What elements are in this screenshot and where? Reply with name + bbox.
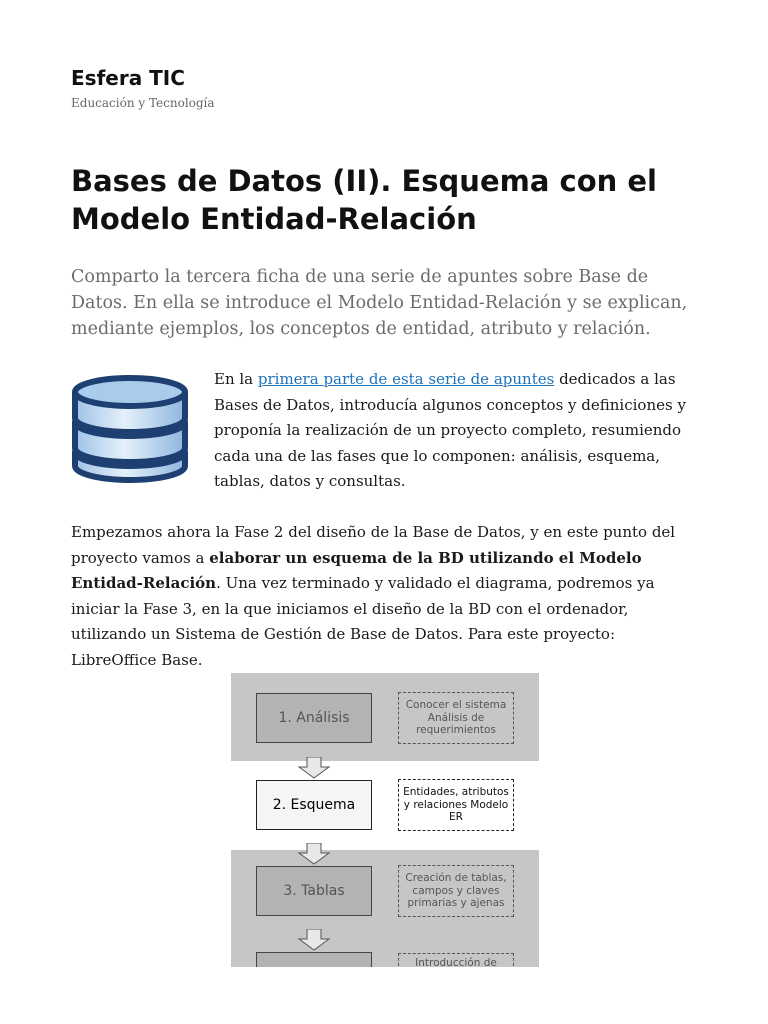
intro-paragraph: En la primera parte de esta serie de apuntes dedicados a las Bases de Datos, introducía algunos conceptos y definiciones y proponía la realización de un proyecto completo, resumiendo cada una de las fases que lo componen: análisis, esquema, tablas, datos y consultas. bbox=[214, 370, 686, 490]
phases-diagram bbox=[231, 673, 539, 967]
body-paragraph: Empezamos ahora la Fase 2 del diseño de la Base de Datos, y en este punto del proyecto vamos a elaborar un esquema de la BD utilizando el Modelo Entidad-Relación. Una vez terminado y validado el diagrama, podremos ya iniciar la Fase 3, en la que iniciamos el diseño de la BD con el ordenador, utilizando un Sistema de Gestión de Base de Datos. Para este proyecto: LibreOffice Base. bbox=[71, 523, 676, 669]
arrow-down-icon bbox=[297, 843, 331, 865]
series-part-one-link[interactable]: primera parte de esta serie de apuntes bbox=[257, 370, 555, 388]
site-title[interactable]: Esfera TIC bbox=[71, 66, 185, 90]
stage-schema: 2. Esquema bbox=[256, 780, 372, 830]
arrow-down-icon bbox=[297, 757, 331, 779]
stage-tables: 3. Tablas bbox=[256, 866, 372, 916]
site-description: Educación y Tecnología bbox=[71, 96, 215, 110]
stage-data bbox=[256, 952, 372, 967]
note-data: Introducción de bbox=[398, 953, 514, 967]
emphasis-text: elaborar un esquema de la BD utilizando el Modelo Entidad-Relación bbox=[71, 548, 642, 592]
note-tables: Creación de tablas, campos y claves primarias y ajenas bbox=[398, 865, 514, 917]
post-title: Bases de Datos (II). Esquema con el Modelo Entidad-Relación bbox=[71, 164, 657, 236]
arrow-down-icon bbox=[297, 929, 331, 951]
database-icon bbox=[70, 372, 190, 484]
note-analysis: Conocer el sistema Análisis de requerimientos bbox=[398, 692, 514, 744]
post-excerpt: Comparto la tercera ficha de una serie de apuntes sobre Base de Datos. En ella se introduce el Modelo Entidad-Relación y se explican, mediante ejemplos, los conceptos de entidad, atributo y relación. bbox=[71, 267, 688, 339]
stage-analysis: 1. Análisis bbox=[256, 693, 372, 743]
note-schema: Entidades, atributos y relaciones Modelo ER bbox=[398, 779, 514, 831]
